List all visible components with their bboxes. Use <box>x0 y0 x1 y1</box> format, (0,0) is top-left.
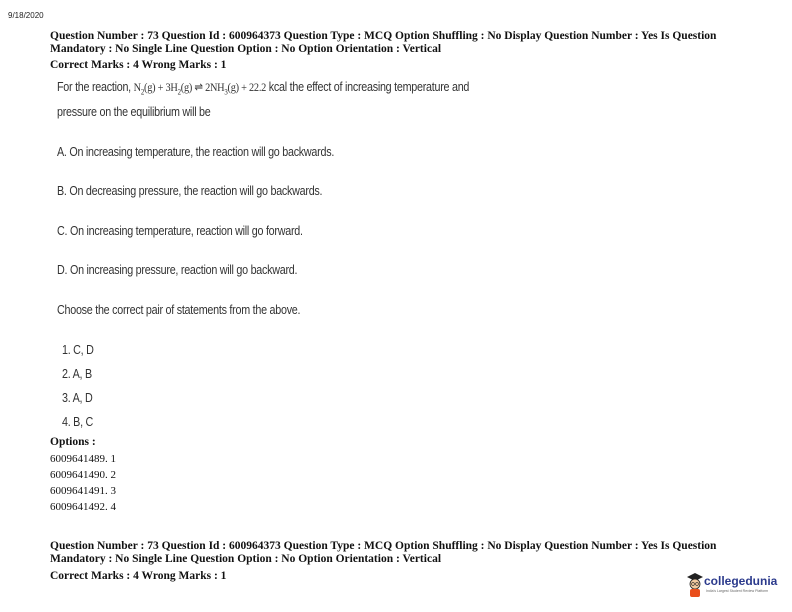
question-intro: For the reaction, <box>57 80 131 94</box>
graduate-mascot-icon <box>686 572 704 598</box>
question-tail: the effect of increasing temperature and <box>289 80 470 94</box>
question-header-line1: Question Number : 73 Question Id : 600964373 Question Type : MCQ Option Shuffling : No Display Question Number : Yes Is Question <box>50 30 717 42</box>
statement-a: A. On increasing temperature, the reaction will go backwards. <box>57 145 335 159</box>
option-id-4: 6009641492. 4 <box>50 501 116 513</box>
statement-b: B. On decreasing pressure, the reaction will go backwards. <box>57 184 323 198</box>
collegedunia-logo <box>686 572 790 602</box>
question-header-line2: Mandatory : No Single Line Question Option : No Option Orientation : Vertical <box>50 43 442 55</box>
question-header-repeat <box>50 540 770 566</box>
statement-d: D. On increasing pressure, reaction will go backward. <box>57 263 298 277</box>
logo-wordmark: collegedunia <box>704 574 778 588</box>
option-id-3: 6009641491. 3 <box>50 485 116 497</box>
question-text-line1 <box>57 80 469 96</box>
question-header <box>50 30 770 56</box>
answer-option-3: 3. A, D <box>62 391 93 405</box>
options-label: Options : <box>50 436 96 448</box>
marks-info: Correct Marks : 4 Wrong Marks : 1 <box>50 59 227 71</box>
statement-c: C. On increasing temperature, reaction will go forward. <box>57 224 303 238</box>
logo-tagline: India's Largest Student Review Platform <box>706 589 769 593</box>
option-id-2: 6009641490. 2 <box>50 469 116 481</box>
marks-info-repeat: Correct Marks : 4 Wrong Marks : 1 <box>50 570 227 582</box>
answer-option-4: 4. B, C <box>62 415 94 429</box>
print-date: 9/18/2020 <box>8 11 44 20</box>
option-id-1: 6009641489. 1 <box>50 453 116 465</box>
reaction-equation: $N_2(g) + 3H_2(g)$ ⇌ $2NH_3(g) + 22.2$ <box>133 80 267 97</box>
answer-option-2: 2. A, B <box>62 367 92 381</box>
question-text-line2: pressure on the equilibrium will be <box>57 105 211 119</box>
equation-unit: kcal <box>268 80 287 94</box>
question-header-repeat-line1: Question Number : 73 Question Id : 600964373 Question Type : MCQ Option Shuffling : No Display Question Number : Yes Is Question <box>50 540 717 552</box>
question-header-repeat-line2: Mandatory : No Single Line Question Option : No Option Orientation : Vertical <box>50 553 442 565</box>
answer-option-1: 1. C, D <box>62 343 94 357</box>
question-prompt: Choose the correct pair of statements from the above. <box>57 303 301 317</box>
